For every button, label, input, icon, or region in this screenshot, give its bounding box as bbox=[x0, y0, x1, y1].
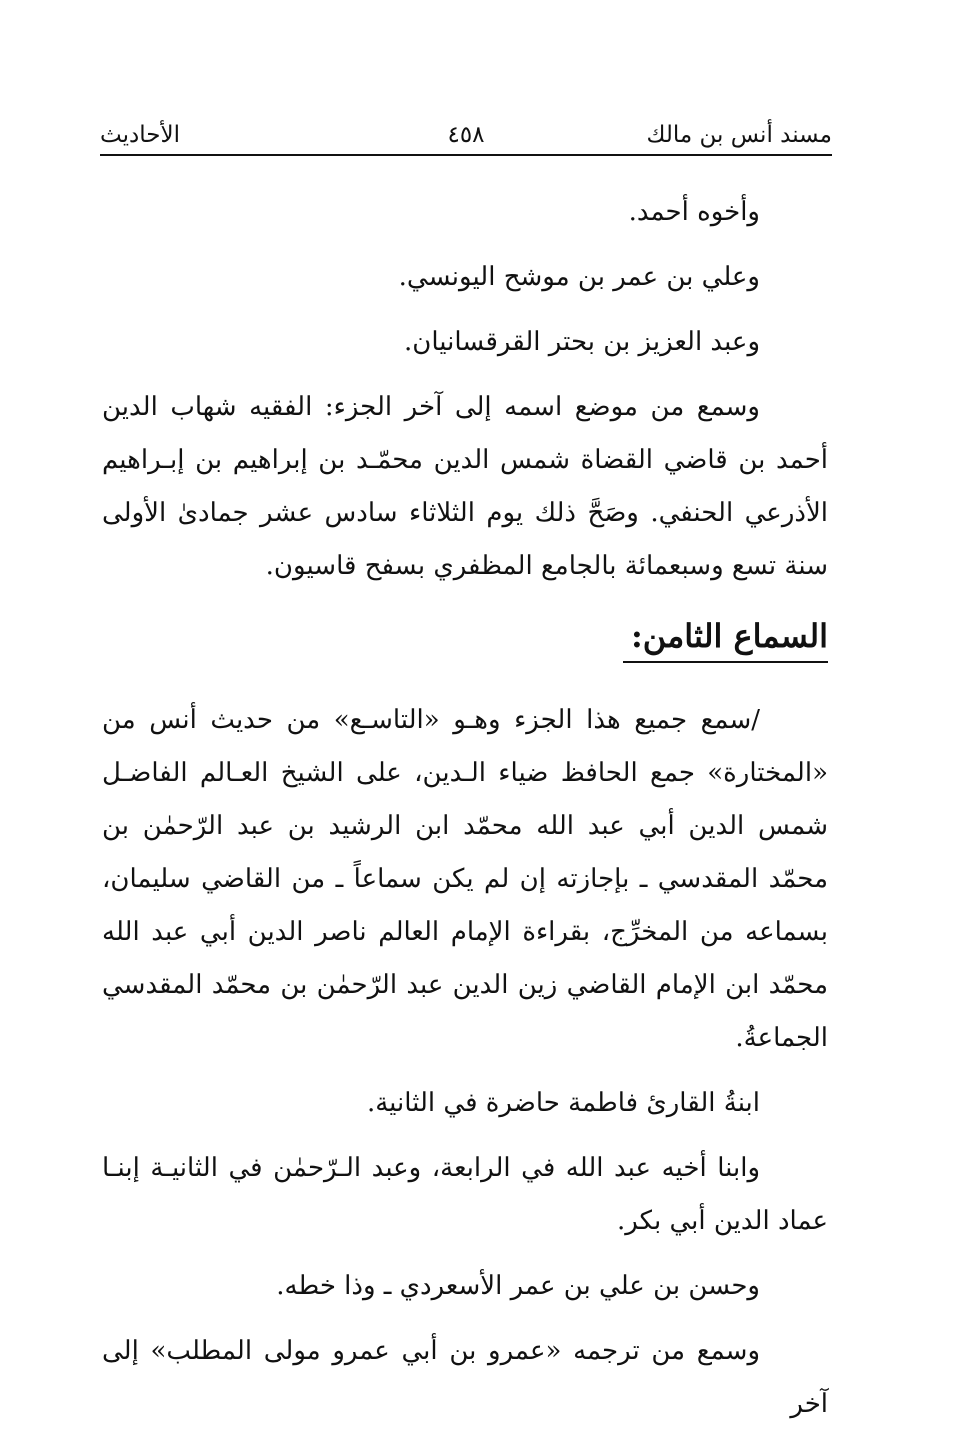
page-number: ٤٥٨ bbox=[447, 122, 485, 148]
heading-eighth-audition: السماع الثامن: bbox=[623, 611, 828, 663]
paragraph-seventh-audition: وسمع من موضع اسمه إلى آخر الجزء: الفقيه شهاب الدين أحمد بن قاضي القضاة شمس الدين محمّـد بن إبراهيم بن إبـراهيم الأذرعي الحنفي. وصَحَّ ذلك يوم الثلاثاء سادس عشر جمادىٰ الأولى سنة تسع وسبعمائة بالجامع المظفري بسفح قاسيون. bbox=[102, 392, 828, 581]
list-item-abd-al-aziz: وعبد العزيز بن بحتر القرقسانيان. bbox=[403, 327, 760, 357]
book-title: مسند أنس بن مالك bbox=[646, 122, 832, 148]
list-item-brother: وأخوه أحمد. bbox=[628, 197, 760, 227]
page-body bbox=[102, 186, 828, 1431]
paragraph-eighth-audition: /سمع جميع هذا الجزء وهـو «التاسـع» من حديث أنس من «المختارة» جمع الحافظ ضياء الـدين، على الشيخ العـالم الفاضـل شمس الدين أبي عبد الله محمّد ابن الرشيد بن عبد الرّحمٰن بن محمّد المقدسي ـ بإجازته إن لم يكن سماعاً ـ من القاضي سليمان، بسماعه من المخرِّج، بقراءة الإمام العالم ناصر الدين أبي عبد الله محمّد ابن الإمام القاضي زين الدين عبد الرّحمٰن بن محمّد المقدسي الجماعةُ. bbox=[102, 705, 828, 1053]
list-item-ali: وعلي بن عمر بن موشح اليونسي. bbox=[398, 262, 760, 292]
list-item-fatima: ابنةُ القارئ فاطمة حاضرة في الثانية. bbox=[366, 1088, 760, 1118]
section-title: الأحاديث bbox=[100, 122, 180, 148]
paragraph-nephews: وابنا أخيه عبد الله في الرابعة، وعبد الـرّحمٰن في الثانيـة إبنـا عماد الدين أبي بكر. bbox=[102, 1153, 828, 1236]
list-item-hasan: وحسن بن علي بن عمر الأسعردي ـ وذا خطه. bbox=[276, 1271, 760, 1301]
paragraph-continuation: وسمع من ترجمه «عمرو بن أبي عمرو مولى المطلب» إلى آخر bbox=[102, 1336, 828, 1419]
section-heading bbox=[102, 611, 828, 666]
running-header bbox=[100, 118, 832, 156]
